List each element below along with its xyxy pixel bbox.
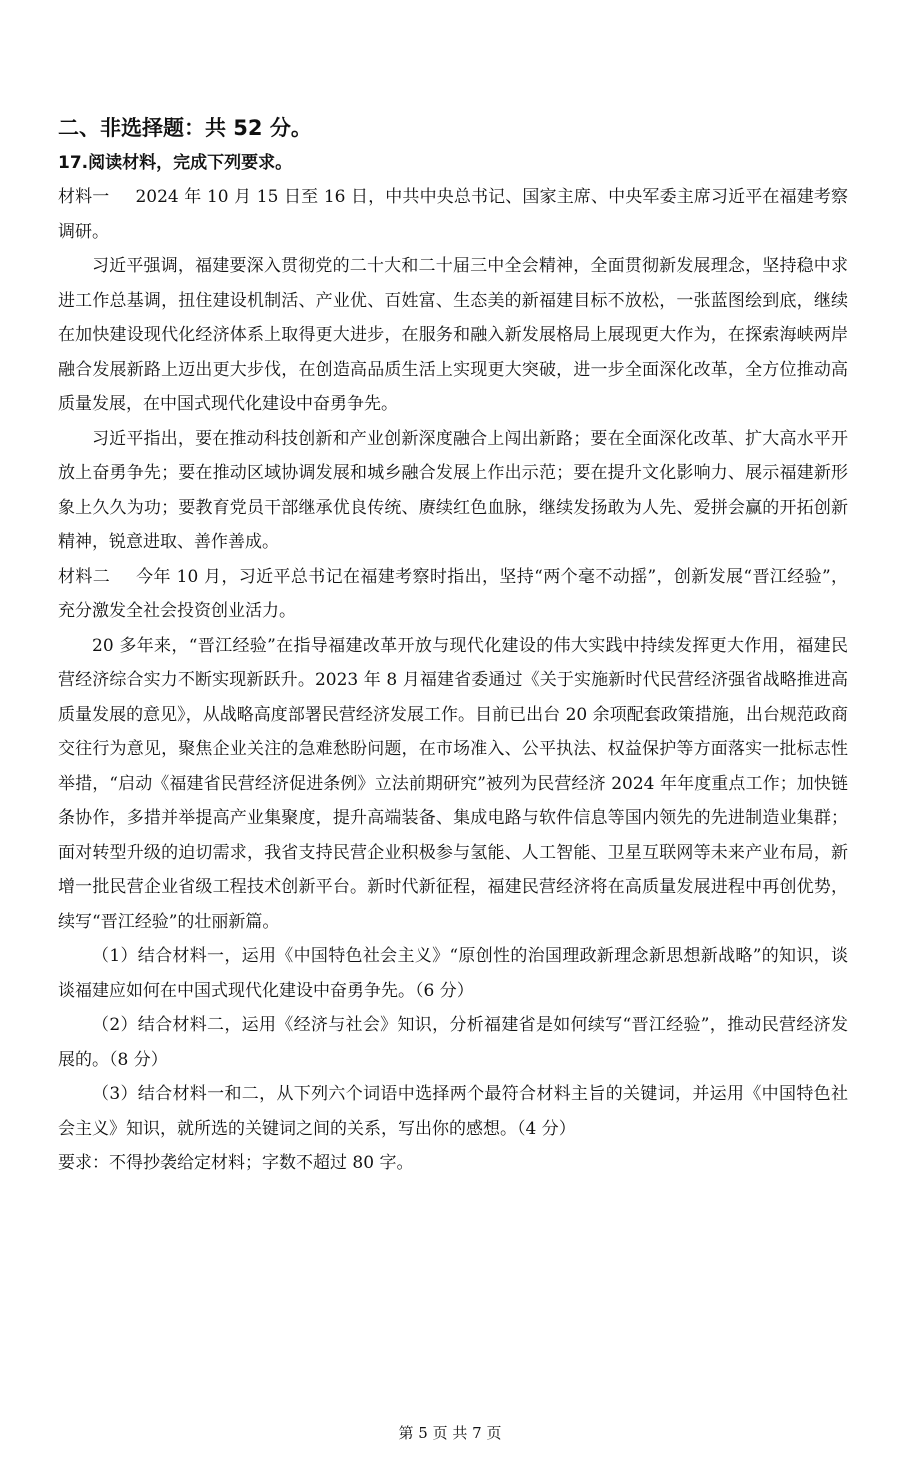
- material1-intro-text: 2024 年 10 月 15 日至 16 日，中共中央总书记、国家主席、中央军委主席习近平在福建考察调研。: [58, 187, 849, 242]
- page-number: 第 5 页 共 7 页: [398, 1424, 502, 1442]
- material1-paragraph-1: 习近平强调，福建要深入贯彻党的二十大和二十届三中全会精神，全面贯彻新发展理念，坚持稳中求进工作总基调，扭住建设机制活、产业优、百姓富、生态美的新福建目标不放松，一张蓝图绘到底，继续在加快建设现代化经济体系上取得更大进步，在服务和融入新发展格局上展现更大作为，在探索海峡两岸融合发展新路上迈出更大步伐，在创造高品质生活上实现更大突破，进一步全面深化改革，全方位推动高质量发展，在中国式现代化建设中奋勇争先。: [58, 256, 848, 414]
- task-3: （3）结合材料一和二，从下列六个词语中选择两个最符合材料主旨的关键词，并运用《中国特色社会主义》知识，就所选的关键词之间的关系，写出你的感想。（4 分）: [58, 1084, 848, 1139]
- material2-paragraph-1: 20 多年来，“晋江经验”在指导福建改革开放与现代化建设的伟大实践中持续发挥更大作用，福建民营经济综合实力不断实现新跃升。2023 年 8 月福建省委通过《关于实施新时代民营经济强省战略推进高质量发展的意见》，从战略高度部署民营经济发展工作。目前已出台 20 余项配套政策措施，出台规范政商交往行为意见，聚焦企业关注的急难愁盼问题，在市场准入、公平执法、权益保护等方面落实一批标志性举措，“启动《福建省民营经济促进条例》立法前期研究”被列为民营经济 2024 年年度重点工作；加快链条协作，多措并举提高产业集聚度，提升高端装备、集成电路与软件信息等国内领先的先进制造业集群；面对转型升级的迫切需求，我省支持民营企业积极参与氢能、人工智能、卫星互联网等未来产业布局，新增一批民营企业省级工程技术创新平台。新时代新征程，福建民营经济将在高质量发展进程中再创优势，续写“晋江经验”的壮丽新篇。: [58, 635, 848, 932]
- task-2: （2）结合材料二，运用《经济与社会》知识，分析福建省是如何续写“晋江经验”，推动民营经济发展的。（8 分）: [58, 1015, 848, 1070]
- material2-intro-text: 今年 10 月，习近平总书记在福建考察时指出，坚持“两个毫不动摇”，创新发展“晋江经验”，充分激发全社会投资创业活力。: [58, 566, 849, 621]
- question-title: 17.阅读材料，完成下列要求。: [58, 153, 293, 173]
- page-content: [58, 110, 848, 1181]
- section-title: 二、非选择题：共 52 分。: [58, 116, 312, 140]
- answer-requirement: 要求：不得抄袭给定材料；字数不超过 80 字。: [58, 1153, 414, 1173]
- material1-label: 材料一: [58, 187, 110, 207]
- material1-paragraph-2: 习近平指出，要在推动科技创新和产业创新深度融合上闯出新路；要在全面深化改革、扩大高水平开放上奋勇争先；要在推动区域协调发展和城乡融合发展上作出示范；要在提升文化影响力、展示福建新形象上久久为功；要教育党员干部继承优良传统、赓续红色血脉，继续发扬敢为人先、爱拼会赢的开拓创新精神，锐意进取、善作善成。: [58, 428, 848, 552]
- material2-label: 材料二: [58, 566, 111, 587]
- material1-intro: [58, 180, 848, 249]
- material2-intro: [58, 560, 848, 629]
- task-1: （1）结合材料一，运用《中国特色社会主义》“原创性的治国理政新理念新思想新战略”的知识，谈谈福建应如何在中国式现代化建设中奋勇争先。（6 分）: [58, 946, 848, 1001]
